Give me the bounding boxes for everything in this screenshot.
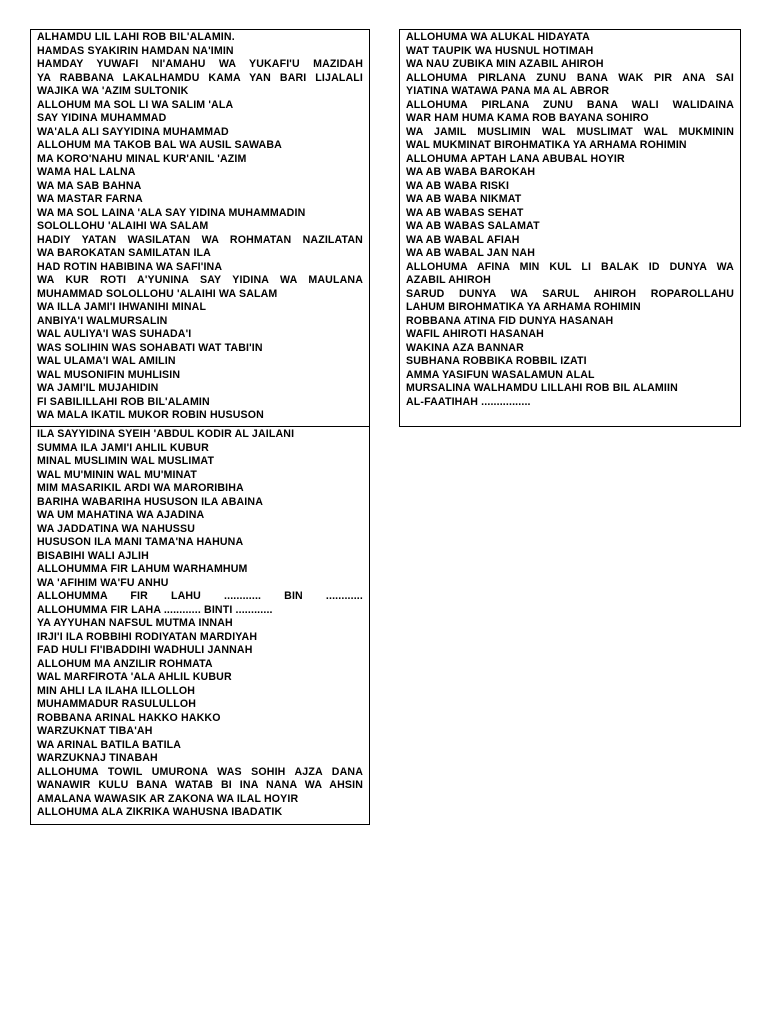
- text-line: WANAWIR KULU BANA WATAB BI INA NANA WA AHSIN: [37, 779, 363, 791]
- text-line: HADIY YATAN WASILATAN WA ROHMATAN NAZILATAN: [37, 233, 363, 246]
- text-line: ALLOHUMA PIRLANA ZUNU BANA WALI WALIDAINA: [406, 98, 734, 111]
- text-line: WAMA HAL LALNA: [37, 166, 136, 178]
- text-line: WA AB WABAS SEHAT: [406, 206, 524, 219]
- text-line: WA AB WABAL JAN NAH: [406, 247, 535, 259]
- text-line: BARIHA WABARIHA HUSUSON ILA ABAINA: [37, 495, 263, 508]
- text-line: MINAL MUSLIMIN WAL MUSLIMAT: [37, 455, 215, 467]
- text-line: MIN AHLI LA ILAHA ILLOLLOH: [37, 684, 196, 697]
- text-line: SOLOLLOHU 'ALAIHI WA SALAM: [37, 220, 209, 232]
- text-line: MA KORO'NAHU MINAL KUR'ANIL 'AZIM: [37, 152, 247, 165]
- text-line: ILA SAYYIDINA SYEIH 'ABDUL KODIR AL JAILANI: [37, 428, 295, 440]
- text-line: ALLOHUMA PIRLANA ZUNU BANA WAK PIR ANA SAI: [406, 71, 734, 84]
- text-line: WA NAU ZUBIKA MIN AZABIL AHIROH: [406, 58, 604, 70]
- text-line: WA AB WABAS SALAMAT: [406, 220, 540, 232]
- text-line: HAD ROTIN HABIBINA WA SAFI'INA: [37, 260, 223, 273]
- text-line: ALLOHUMMA FIR LAHUM WARHAMHUM: [37, 563, 248, 575]
- text-line: ALLOHUMMA FIR LAHA ............ BINTI ............: [37, 603, 273, 616]
- text-line: FI SABILILLAHI ROB BIL'ALAMIN: [37, 395, 210, 408]
- text-line: WA MA SOL LAINA 'ALA SAY YIDINA MUHAMMADIN: [37, 206, 306, 219]
- text-line: YA AYYUHAN NAFSUL MUTMA INNAH: [37, 617, 233, 629]
- text-line: WAR HAM HUMA KAMA ROB BAYANA SOHIRO: [406, 112, 649, 124]
- text-line: SUMMA ILA JAMI'I AHLIL KUBUR: [37, 441, 209, 454]
- text-line: WAS SOLIHIN WAS SOHABATI WAT TABI'IN: [37, 341, 263, 354]
- prayer-text-box-left-top: [30, 29, 370, 427]
- text-line: LAHUM BIROHMATIKA YA ARHAMA ROHIMIN: [406, 301, 641, 313]
- text-line: WA ARINAL BATILA BATILA: [37, 738, 182, 751]
- text-line: AL-FAATIHAH ................: [406, 395, 531, 408]
- text-line: ROBBANA ARINAL HAKKO HAKKO: [37, 711, 221, 724]
- text-line: HUSUSON ILA MANI TAMA'NA HAHUNA: [37, 536, 244, 548]
- text-line: ALLOHUMA ALA ZIKRIKA WAHUSNA IBADATIK: [37, 806, 283, 818]
- text-line: ALLOHUMA APTAH LANA ABUBAL HOYIR: [406, 152, 625, 165]
- text-line: BISABIHI WALI AJLIH: [37, 549, 149, 562]
- text-line: WA MALA IKATIL MUKOR ROBIN HUSUSON: [37, 409, 264, 421]
- text-line: ALHAMDU LIL LAHI ROB BIL'ALAMIN.: [37, 31, 235, 43]
- text-line: WAFIL AHIROTI HASANAH: [406, 328, 544, 340]
- text-line: MUHAMMAD SOLOLLOHU 'ALAIHI WA SALAM: [37, 287, 278, 300]
- text-line: WA KUR ROTI A'YUNINA SAY YIDINA WA MAULANA: [37, 274, 363, 286]
- text-line: WA 'AFIHIM WA'FU ANHU: [37, 576, 169, 589]
- text-line: MURSALINA WALHAMDU LILLAHI ROB BIL ALAMIIN: [406, 382, 678, 394]
- text-line: ANBIYA'I WALMURSALIN: [37, 314, 168, 327]
- text-line: MUHAMMADUR RASULULLOH: [37, 698, 197, 710]
- text-line: ALLOHUM MA TAKOB BAL WA AUSIL SAWABA: [37, 139, 282, 151]
- text-line: AZABIL AHIROH: [406, 274, 491, 286]
- text-line: IRJI'I ILA ROBBIHI RODIYATAN MARDIYAH: [37, 630, 258, 643]
- text-line: WAKINA AZA BANNAR: [406, 341, 524, 354]
- prayer-text-box-right: [399, 29, 741, 427]
- text-line: ROBBANA ATINA FID DUNYA HASANAH: [406, 314, 614, 327]
- text-line: WAL MUKMINAT BIROHMATIKA YA ARHAMA ROHIMIN: [406, 139, 687, 151]
- text-line: WARZUKNAT TIBA'AH: [37, 725, 153, 737]
- text-line: WAL ULAMA'I WAL AMILIN: [37, 355, 176, 367]
- prayer-text-box-left-bottom: [30, 426, 370, 825]
- text-line: SARUD DUNYA WA SARUL AHIROH ROPAROLLAHU: [406, 287, 734, 300]
- text-line: WA JADDATINA WA NAHUSSU: [37, 522, 196, 535]
- text-line: WA ILLA JAMI'I IHWANIHI MINAL: [37, 301, 207, 313]
- text-line: AMALANA WAWASIK AR ZAKONA WA ILAL HOYIR: [37, 792, 299, 805]
- text-line: MIM MASARIKIL ARDI WA MARORIBIHA: [37, 482, 244, 494]
- text-line: WA MA SAB BAHNA: [37, 179, 142, 192]
- text-line: YA RABBANA LAKALHAMDU KAMA YAN BARI LIJALALI: [37, 71, 363, 84]
- text-line: WA BAROKATAN SAMILATAN ILA: [37, 247, 211, 259]
- text-line: WA'ALA ALI SAYYIDINA MUHAMMAD: [37, 125, 229, 138]
- text-line: WA AB WABA RISKI: [406, 179, 510, 192]
- text-line: AMMA YASIFUN WASALAMUN ALAL: [406, 368, 595, 381]
- text-line: ALLOHUMA AFINA MIN KUL LI BALAK ID DUNYA WA: [406, 260, 734, 273]
- text-line: FAD HULI FI'IBADDIHI WADHULI JANNAH: [37, 644, 253, 656]
- text-line: WA JAMIL MUSLIMIN WAL MUSLIMAT WAL MUKMININ: [406, 125, 734, 138]
- text-line: WAL AULIYA'I WAS SUHADA'I: [37, 328, 192, 340]
- text-line: ALLOHUM MA ANZILIR ROHMATA: [37, 657, 213, 670]
- text-line: WA AB WABA NIKMAT: [406, 193, 522, 205]
- text-line: ALLOHUMA WA ALUKAL HIDAYATA: [406, 31, 590, 43]
- text-line: YIATINA WATAWA PANA MA AL ABROR: [406, 85, 610, 97]
- text-line: WAJIKA WA 'AZIM SULTONIK: [37, 85, 189, 97]
- text-line: WAT TAUPIK WA HUSNUL HOTIMAH: [406, 44, 594, 57]
- text-line: ALLOHUMA TOWIL UMURONA WAS SOHIH AJZA DANA: [37, 765, 363, 778]
- text-line: WAL MARFIROTA 'ALA AHLIL KUBUR: [37, 671, 232, 683]
- text-line: SUBHANA ROBBIKA ROBBIL IZATI: [406, 355, 587, 367]
- text-line: SAY YIDINA MUHAMMAD: [37, 112, 167, 124]
- text-line: HAMDAS SYAKIRIN HAMDAN NA'IMIN: [37, 44, 234, 57]
- text-line: ALLOHUMMA FIR LAHU ............ BIN ............: [37, 590, 363, 602]
- text-line: WAL MU'MININ WAL MU'MINAT: [37, 468, 198, 481]
- text-line: HAMDAY YUWAFI NI'AMAHU WA YUKAFI'U MAZIDAH: [37, 58, 363, 70]
- text-line: WA JAMI'IL MUJAHIDIN: [37, 382, 159, 394]
- text-line: WAL MUSONIFIN MUHLISIN: [37, 368, 181, 381]
- text-line: WA MASTAR FARNA: [37, 193, 143, 205]
- text-line: WA AB WABA BAROKAH: [406, 166, 536, 178]
- text-line: WA UM MAHATINA WA AJADINA: [37, 509, 205, 521]
- text-line: ALLOHUM MA SOL LI WA SALIM 'ALA: [37, 98, 234, 111]
- text-line: WARZUKNAJ TINABAH: [37, 752, 158, 764]
- text-line: WA AB WABAL AFIAH: [406, 233, 520, 246]
